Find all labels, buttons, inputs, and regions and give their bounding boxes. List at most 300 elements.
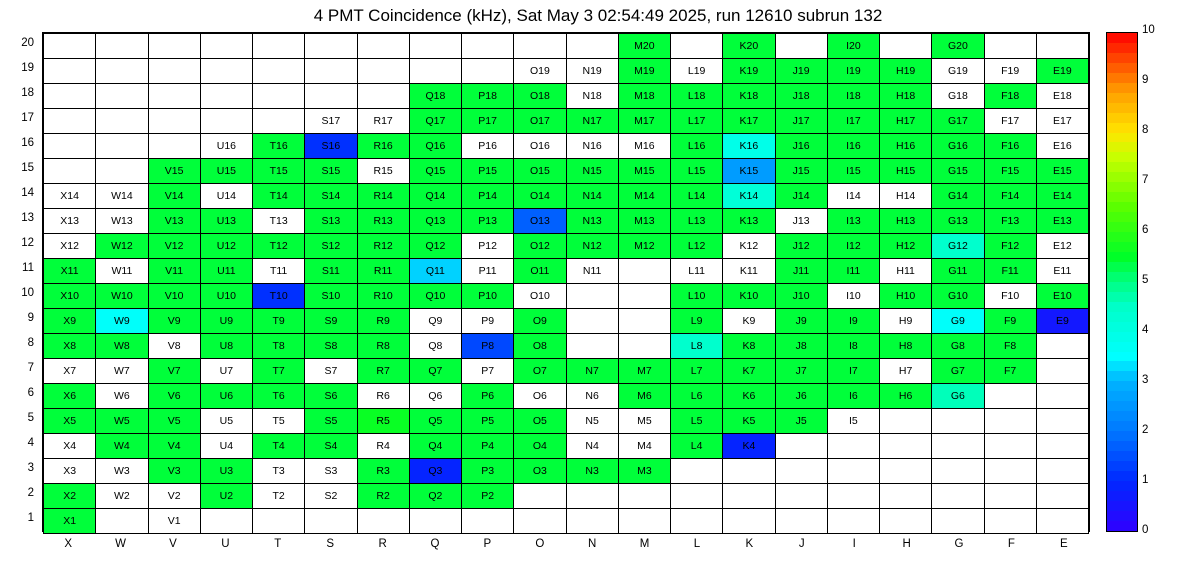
heatmap-cell[interactable]: I19 (827, 59, 879, 84)
heatmap-cell[interactable]: N15 (566, 159, 618, 184)
heatmap-cell[interactable]: I9 (827, 309, 879, 334)
heatmap-cell[interactable]: H18 (880, 84, 932, 109)
heatmap-cell[interactable]: G18 (932, 84, 984, 109)
heatmap-cell[interactable]: W10 (96, 284, 148, 309)
heatmap-cell[interactable]: Q7 (409, 359, 461, 384)
heatmap-cell[interactable]: F8 (984, 334, 1036, 359)
heatmap-cell[interactable]: F9 (984, 309, 1036, 334)
heatmap-cell[interactable]: V13 (148, 209, 200, 234)
heatmap-cell[interactable]: U6 (200, 384, 252, 409)
heatmap-cell[interactable]: G14 (932, 184, 984, 209)
heatmap-cell[interactable]: Q15 (409, 159, 461, 184)
heatmap-cell[interactable]: T8 (253, 334, 305, 359)
heatmap-cell[interactable]: N5 (566, 409, 618, 434)
heatmap-cell[interactable]: P17 (462, 109, 514, 134)
heatmap-cell[interactable]: M18 (618, 84, 670, 109)
heatmap-cell[interactable]: F11 (984, 259, 1036, 284)
heatmap-cell[interactable]: U13 (200, 209, 252, 234)
heatmap-cell[interactable]: X8 (44, 334, 96, 359)
heatmap-cell[interactable]: K12 (723, 234, 775, 259)
heatmap-cell[interactable]: L7 (671, 359, 723, 384)
heatmap-cell[interactable]: H19 (880, 59, 932, 84)
heatmap-cell[interactable]: N6 (566, 384, 618, 409)
heatmap-cell[interactable]: J10 (775, 284, 827, 309)
heatmap-cell[interactable]: T4 (253, 434, 305, 459)
heatmap-cell[interactable]: G20 (932, 34, 984, 59)
heatmap-cell[interactable]: T15 (253, 159, 305, 184)
heatmap-cell[interactable]: O4 (514, 434, 566, 459)
heatmap-cell[interactable]: R14 (357, 184, 409, 209)
heatmap-cell[interactable]: S5 (305, 409, 357, 434)
heatmap-cell[interactable]: O13 (514, 209, 566, 234)
heatmap-cell[interactable]: M17 (618, 109, 670, 134)
heatmap-cell[interactable]: F10 (984, 284, 1036, 309)
heatmap-cell[interactable]: Q12 (409, 234, 461, 259)
heatmap-cell[interactable]: R9 (357, 309, 409, 334)
heatmap-cell[interactable]: T10 (253, 284, 305, 309)
heatmap-cell[interactable]: I15 (827, 159, 879, 184)
heatmap-cell[interactable]: R5 (357, 409, 409, 434)
heatmap-cell[interactable]: K20 (723, 34, 775, 59)
heatmap-cell[interactable]: M4 (618, 434, 670, 459)
heatmap-cell[interactable]: X3 (44, 459, 96, 484)
heatmap-cell[interactable]: L13 (671, 209, 723, 234)
heatmap-cell[interactable]: S2 (305, 484, 357, 509)
heatmap-cell[interactable]: U2 (200, 484, 252, 509)
heatmap-cell[interactable]: V8 (148, 334, 200, 359)
heatmap-cell[interactable]: Q16 (409, 134, 461, 159)
heatmap-cell[interactable]: U7 (200, 359, 252, 384)
heatmap-cell[interactable]: J14 (775, 184, 827, 209)
heatmap-cell[interactable]: N12 (566, 234, 618, 259)
heatmap-cell[interactable]: J7 (775, 359, 827, 384)
heatmap-cell[interactable]: Q2 (409, 484, 461, 509)
heatmap-cell[interactable]: V9 (148, 309, 200, 334)
heatmap-cell[interactable]: G16 (932, 134, 984, 159)
heatmap-cell[interactable]: Q8 (409, 334, 461, 359)
heatmap-cell[interactable]: O15 (514, 159, 566, 184)
heatmap-cell[interactable]: G12 (932, 234, 984, 259)
heatmap-cell[interactable]: M12 (618, 234, 670, 259)
heatmap-cell[interactable]: S8 (305, 334, 357, 359)
heatmap-cell[interactable]: W7 (96, 359, 148, 384)
heatmap-cell[interactable]: E17 (1036, 109, 1088, 134)
heatmap-cell[interactable]: S16 (305, 134, 357, 159)
heatmap-cell[interactable]: K4 (723, 434, 775, 459)
heatmap-cell[interactable]: N4 (566, 434, 618, 459)
heatmap-cell[interactable]: M3 (618, 459, 670, 484)
heatmap-cell[interactable]: G7 (932, 359, 984, 384)
heatmap-cell[interactable]: O9 (514, 309, 566, 334)
heatmap-cell[interactable]: R13 (357, 209, 409, 234)
heatmap-cell[interactable]: O16 (514, 134, 566, 159)
heatmap-cell[interactable]: P2 (462, 484, 514, 509)
heatmap-cell[interactable]: V11 (148, 259, 200, 284)
heatmap-cell[interactable]: L9 (671, 309, 723, 334)
heatmap-cell[interactable]: X9 (44, 309, 96, 334)
heatmap-cell[interactable]: O3 (514, 459, 566, 484)
heatmap-cell[interactable]: K6 (723, 384, 775, 409)
heatmap-cell[interactable]: W3 (96, 459, 148, 484)
heatmap-cell[interactable]: L10 (671, 284, 723, 309)
heatmap-cell[interactable]: F16 (984, 134, 1036, 159)
heatmap-cell[interactable]: L5 (671, 409, 723, 434)
heatmap-cell[interactable]: O12 (514, 234, 566, 259)
heatmap-cell[interactable]: M14 (618, 184, 670, 209)
heatmap-cell[interactable]: G10 (932, 284, 984, 309)
heatmap-cell[interactable]: S12 (305, 234, 357, 259)
heatmap-cell[interactable]: Q14 (409, 184, 461, 209)
heatmap-cell[interactable]: I17 (827, 109, 879, 134)
heatmap-cell[interactable]: P10 (462, 284, 514, 309)
heatmap-cell[interactable]: H10 (880, 284, 932, 309)
heatmap-cell[interactable]: R11 (357, 259, 409, 284)
heatmap-cell[interactable]: W8 (96, 334, 148, 359)
heatmap-cell[interactable]: S11 (305, 259, 357, 284)
heatmap-cell[interactable]: O14 (514, 184, 566, 209)
heatmap-cell[interactable]: E19 (1036, 59, 1088, 84)
heatmap-cell[interactable]: F15 (984, 159, 1036, 184)
heatmap-cell[interactable]: E10 (1036, 284, 1088, 309)
heatmap-cell[interactable]: O8 (514, 334, 566, 359)
heatmap-cell[interactable]: K17 (723, 109, 775, 134)
heatmap-cell[interactable]: M13 (618, 209, 670, 234)
heatmap-cell[interactable]: N14 (566, 184, 618, 209)
heatmap-cell[interactable]: Q11 (409, 259, 461, 284)
heatmap-cell[interactable]: K18 (723, 84, 775, 109)
heatmap-cell[interactable]: W4 (96, 434, 148, 459)
heatmap-cell[interactable]: V4 (148, 434, 200, 459)
heatmap-cell[interactable]: V5 (148, 409, 200, 434)
heatmap-cell[interactable]: T6 (253, 384, 305, 409)
heatmap-cell[interactable]: M5 (618, 409, 670, 434)
heatmap-cell[interactable]: Q10 (409, 284, 461, 309)
heatmap-cell[interactable]: G19 (932, 59, 984, 84)
heatmap-cell[interactable]: T7 (253, 359, 305, 384)
heatmap-cell[interactable]: O17 (514, 109, 566, 134)
heatmap-cell[interactable]: Q4 (409, 434, 461, 459)
heatmap-cell[interactable]: H16 (880, 134, 932, 159)
heatmap-cell[interactable]: S7 (305, 359, 357, 384)
heatmap-cell[interactable]: T16 (253, 134, 305, 159)
heatmap-cell[interactable]: I7 (827, 359, 879, 384)
heatmap-cell[interactable]: S4 (305, 434, 357, 459)
heatmap-cell[interactable]: H7 (880, 359, 932, 384)
heatmap-cell[interactable]: J9 (775, 309, 827, 334)
heatmap-cell[interactable]: T5 (253, 409, 305, 434)
heatmap-cell[interactable]: V14 (148, 184, 200, 209)
heatmap-cell[interactable]: H14 (880, 184, 932, 209)
heatmap-cell[interactable]: H6 (880, 384, 932, 409)
heatmap-cell[interactable]: I16 (827, 134, 879, 159)
heatmap-cell[interactable]: V2 (148, 484, 200, 509)
heatmap-cell[interactable]: N13 (566, 209, 618, 234)
heatmap-cell[interactable]: H9 (880, 309, 932, 334)
heatmap-cell[interactable]: W5 (96, 409, 148, 434)
heatmap-cell[interactable]: S10 (305, 284, 357, 309)
heatmap-cell[interactable]: E15 (1036, 159, 1088, 184)
heatmap-cell[interactable]: H15 (880, 159, 932, 184)
heatmap-cell[interactable]: L6 (671, 384, 723, 409)
heatmap-cell[interactable]: T14 (253, 184, 305, 209)
heatmap-cell[interactable]: U15 (200, 159, 252, 184)
heatmap-cell[interactable]: F17 (984, 109, 1036, 134)
heatmap-cell[interactable]: U3 (200, 459, 252, 484)
heatmap-cell[interactable]: F13 (984, 209, 1036, 234)
heatmap-cell[interactable]: R4 (357, 434, 409, 459)
heatmap-cell[interactable]: P14 (462, 184, 514, 209)
heatmap-cell[interactable]: H8 (880, 334, 932, 359)
heatmap-cell[interactable]: I8 (827, 334, 879, 359)
heatmap-cell[interactable]: F18 (984, 84, 1036, 109)
heatmap-cell[interactable]: V15 (148, 159, 200, 184)
heatmap-cell[interactable]: X14 (44, 184, 96, 209)
heatmap-cell[interactable]: K11 (723, 259, 775, 284)
heatmap-cell[interactable]: S9 (305, 309, 357, 334)
heatmap-cell[interactable]: N3 (566, 459, 618, 484)
heatmap-cell[interactable]: K15 (723, 159, 775, 184)
heatmap-cell[interactable]: P8 (462, 334, 514, 359)
heatmap-cell[interactable]: M6 (618, 384, 670, 409)
heatmap-cell[interactable]: G8 (932, 334, 984, 359)
heatmap-cell[interactable]: O6 (514, 384, 566, 409)
heatmap-cell[interactable]: N11 (566, 259, 618, 284)
heatmap-cell[interactable]: X13 (44, 209, 96, 234)
heatmap-cell[interactable]: U4 (200, 434, 252, 459)
heatmap-cell[interactable]: G6 (932, 384, 984, 409)
heatmap-cell[interactable]: R6 (357, 384, 409, 409)
heatmap-cell[interactable]: W2 (96, 484, 148, 509)
heatmap-cell[interactable]: J12 (775, 234, 827, 259)
heatmap-cell[interactable]: W12 (96, 234, 148, 259)
heatmap-cell[interactable]: L12 (671, 234, 723, 259)
heatmap-cell[interactable]: R7 (357, 359, 409, 384)
heatmap-cell[interactable]: N7 (566, 359, 618, 384)
heatmap-cell[interactable]: N17 (566, 109, 618, 134)
heatmap-cell[interactable]: E12 (1036, 234, 1088, 259)
heatmap-cell[interactable]: V12 (148, 234, 200, 259)
heatmap-cell[interactable]: Q5 (409, 409, 461, 434)
heatmap-cell[interactable]: X6 (44, 384, 96, 409)
heatmap-cell[interactable]: I5 (827, 409, 879, 434)
heatmap-cell[interactable]: E18 (1036, 84, 1088, 109)
heatmap-cell[interactable]: F14 (984, 184, 1036, 209)
heatmap-cell[interactable]: K9 (723, 309, 775, 334)
heatmap-cell[interactable]: O11 (514, 259, 566, 284)
heatmap-cell[interactable]: R15 (357, 159, 409, 184)
heatmap-cell[interactable]: L18 (671, 84, 723, 109)
heatmap-cell[interactable]: Q13 (409, 209, 461, 234)
heatmap-cell[interactable]: L19 (671, 59, 723, 84)
heatmap-cell[interactable]: T9 (253, 309, 305, 334)
heatmap-cell[interactable]: P13 (462, 209, 514, 234)
heatmap-cell[interactable]: T3 (253, 459, 305, 484)
heatmap-cell[interactable]: M15 (618, 159, 670, 184)
heatmap-cell[interactable]: K10 (723, 284, 775, 309)
heatmap-cell[interactable]: K7 (723, 359, 775, 384)
heatmap-cell[interactable]: N18 (566, 84, 618, 109)
heatmap-cell[interactable]: S15 (305, 159, 357, 184)
heatmap-cell[interactable]: Q6 (409, 384, 461, 409)
heatmap-cell[interactable]: S13 (305, 209, 357, 234)
heatmap-cell[interactable]: G9 (932, 309, 984, 334)
heatmap-cell[interactable]: I6 (827, 384, 879, 409)
heatmap-cell[interactable]: I18 (827, 84, 879, 109)
heatmap-cell[interactable]: O7 (514, 359, 566, 384)
heatmap-cell[interactable]: G11 (932, 259, 984, 284)
heatmap-cell[interactable]: R12 (357, 234, 409, 259)
heatmap-cell[interactable]: S17 (305, 109, 357, 134)
heatmap-cell[interactable]: E13 (1036, 209, 1088, 234)
heatmap-cell[interactable]: G13 (932, 209, 984, 234)
heatmap-cell[interactable]: M16 (618, 134, 670, 159)
heatmap-cell[interactable]: P3 (462, 459, 514, 484)
heatmap-cell[interactable]: L17 (671, 109, 723, 134)
heatmap-cell[interactable]: K13 (723, 209, 775, 234)
heatmap-cell[interactable]: J11 (775, 259, 827, 284)
heatmap-cell[interactable]: X4 (44, 434, 96, 459)
heatmap-cell[interactable]: V1 (148, 509, 200, 534)
heatmap-cell[interactable]: U11 (200, 259, 252, 284)
heatmap-cell[interactable]: H13 (880, 209, 932, 234)
heatmap-cell[interactable]: N16 (566, 134, 618, 159)
heatmap-cell[interactable]: U10 (200, 284, 252, 309)
heatmap-cell[interactable]: R17 (357, 109, 409, 134)
heatmap-cell[interactable]: I20 (827, 34, 879, 59)
heatmap-cell[interactable]: M7 (618, 359, 670, 384)
heatmap-cell[interactable]: V10 (148, 284, 200, 309)
heatmap-cell[interactable]: X2 (44, 484, 96, 509)
heatmap-cell[interactable]: T12 (253, 234, 305, 259)
heatmap-cell[interactable]: Q17 (409, 109, 461, 134)
heatmap-cell[interactable]: I12 (827, 234, 879, 259)
heatmap-cell[interactable]: O18 (514, 84, 566, 109)
heatmap-cell[interactable]: L4 (671, 434, 723, 459)
heatmap-cell[interactable]: O5 (514, 409, 566, 434)
heatmap-cell[interactable]: H17 (880, 109, 932, 134)
heatmap-cell[interactable]: J17 (775, 109, 827, 134)
heatmap-cell[interactable]: L11 (671, 259, 723, 284)
heatmap-cell[interactable]: K16 (723, 134, 775, 159)
heatmap-cell[interactable]: K14 (723, 184, 775, 209)
heatmap-cell[interactable]: P5 (462, 409, 514, 434)
heatmap-cell[interactable]: T2 (253, 484, 305, 509)
heatmap-cell[interactable]: P11 (462, 259, 514, 284)
heatmap-cell[interactable]: Q9 (409, 309, 461, 334)
heatmap-cell[interactable]: P6 (462, 384, 514, 409)
heatmap-cell[interactable]: P15 (462, 159, 514, 184)
heatmap-cell[interactable]: P9 (462, 309, 514, 334)
heatmap-cell[interactable]: F12 (984, 234, 1036, 259)
heatmap-cell[interactable]: R16 (357, 134, 409, 159)
heatmap-cell[interactable]: I13 (827, 209, 879, 234)
heatmap-cell[interactable]: H12 (880, 234, 932, 259)
heatmap-cell[interactable]: P4 (462, 434, 514, 459)
heatmap-cell[interactable]: J15 (775, 159, 827, 184)
heatmap-cell[interactable]: J18 (775, 84, 827, 109)
heatmap-cell[interactable]: X1 (44, 509, 96, 534)
heatmap-cell[interactable]: R2 (357, 484, 409, 509)
heatmap-cell[interactable]: M19 (618, 59, 670, 84)
heatmap-cell[interactable]: V3 (148, 459, 200, 484)
heatmap-cell[interactable]: O10 (514, 284, 566, 309)
heatmap-cell[interactable]: J13 (775, 209, 827, 234)
heatmap-cell[interactable]: W14 (96, 184, 148, 209)
heatmap-cell[interactable]: L16 (671, 134, 723, 159)
heatmap-cell[interactable]: R8 (357, 334, 409, 359)
heatmap-cell[interactable]: U5 (200, 409, 252, 434)
heatmap-cell[interactable]: I14 (827, 184, 879, 209)
heatmap-cell[interactable]: S3 (305, 459, 357, 484)
heatmap-cell[interactable]: X12 (44, 234, 96, 259)
heatmap-cell[interactable]: J5 (775, 409, 827, 434)
heatmap-cell[interactable]: E11 (1036, 259, 1088, 284)
heatmap-cell[interactable]: L8 (671, 334, 723, 359)
heatmap-cell[interactable]: Q3 (409, 459, 461, 484)
heatmap-cell[interactable]: P7 (462, 359, 514, 384)
heatmap-cell[interactable]: E9 (1036, 309, 1088, 334)
heatmap-cell[interactable]: W11 (96, 259, 148, 284)
heatmap-cell[interactable]: W6 (96, 384, 148, 409)
heatmap-cell[interactable]: U14 (200, 184, 252, 209)
heatmap-cell[interactable]: J6 (775, 384, 827, 409)
heatmap-cell[interactable]: O19 (514, 59, 566, 84)
heatmap-cell[interactable]: E14 (1036, 184, 1088, 209)
heatmap-cell[interactable]: J16 (775, 134, 827, 159)
heatmap-cell[interactable]: X7 (44, 359, 96, 384)
heatmap-cell[interactable]: E16 (1036, 134, 1088, 159)
heatmap-cell[interactable]: P18 (462, 84, 514, 109)
heatmap-cell[interactable]: K19 (723, 59, 775, 84)
heatmap-cell[interactable]: F7 (984, 359, 1036, 384)
heatmap-cell[interactable]: M20 (618, 34, 670, 59)
heatmap-cell[interactable]: K5 (723, 409, 775, 434)
heatmap-cell[interactable]: L15 (671, 159, 723, 184)
heatmap-cell[interactable]: L14 (671, 184, 723, 209)
heatmap-cell[interactable]: I10 (827, 284, 879, 309)
heatmap-cell[interactable]: J19 (775, 59, 827, 84)
heatmap-cell[interactable]: R10 (357, 284, 409, 309)
heatmap-cell[interactable]: P16 (462, 134, 514, 159)
heatmap-cell[interactable]: X11 (44, 259, 96, 284)
heatmap-cell[interactable]: G15 (932, 159, 984, 184)
heatmap-cell[interactable]: K8 (723, 334, 775, 359)
heatmap-cell[interactable]: F19 (984, 59, 1036, 84)
heatmap-cell[interactable]: G17 (932, 109, 984, 134)
heatmap-cell[interactable]: W13 (96, 209, 148, 234)
heatmap-cell[interactable]: N19 (566, 59, 618, 84)
heatmap-cell[interactable]: X10 (44, 284, 96, 309)
heatmap-cell[interactable]: T11 (253, 259, 305, 284)
heatmap-cell[interactable]: V6 (148, 384, 200, 409)
heatmap-cell[interactable]: U9 (200, 309, 252, 334)
heatmap-cell[interactable]: I11 (827, 259, 879, 284)
heatmap-cell[interactable]: R3 (357, 459, 409, 484)
heatmap-cell[interactable]: X5 (44, 409, 96, 434)
heatmap-cell[interactable]: U12 (200, 234, 252, 259)
heatmap-cell[interactable]: J8 (775, 334, 827, 359)
heatmap-cell[interactable]: P12 (462, 234, 514, 259)
heatmap-cell[interactable]: H11 (880, 259, 932, 284)
heatmap-cell[interactable]: U8 (200, 334, 252, 359)
heatmap-cell[interactable]: Q18 (409, 84, 461, 109)
heatmap-cell[interactable]: W9 (96, 309, 148, 334)
heatmap-cell[interactable]: V7 (148, 359, 200, 384)
heatmap-cell[interactable]: U16 (200, 134, 252, 159)
heatmap-cell[interactable]: S14 (305, 184, 357, 209)
heatmap-cell[interactable]: S6 (305, 384, 357, 409)
heatmap-cell[interactable]: T13 (253, 209, 305, 234)
